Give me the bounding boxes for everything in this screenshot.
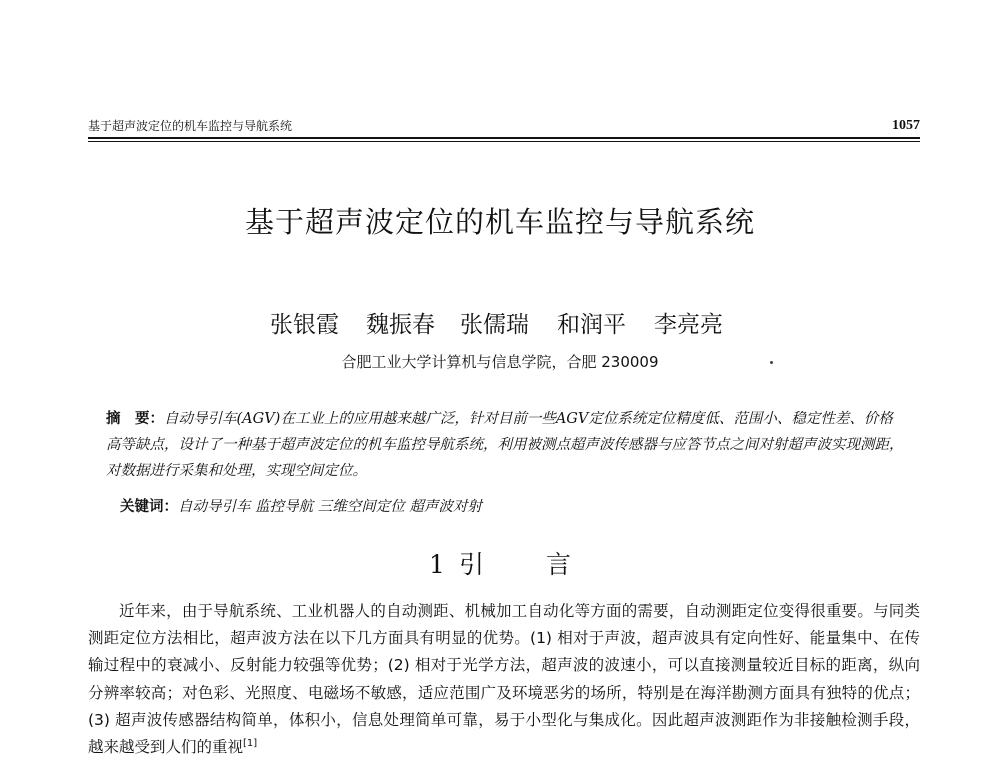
abstract [106, 406, 906, 484]
abstract-text: 自动导引车(AGV)在工业上的应用越来越广泛，针对目前一些AGV定位系统定位精度低、范围小、稳定性差、价格高等缺点，设计了一种基于超声波定位的机车监控导航系统，利用被测点超声波传感器与应答节点之间对射超声波实现测距，对数据进行采集和处理，实现空间定位。 [106, 411, 904, 479]
author-name: 魏振春 [366, 312, 435, 338]
affiliation: 合肥工业大学计算机与信息学院，合肥 230009 [341, 353, 659, 371]
author-name: 张儒瑞 [460, 312, 529, 338]
page-number: 1057 [892, 118, 920, 133]
header-rule-thin [88, 141, 920, 142]
section-heading [0, 545, 1000, 585]
paper-title: 基于超声波定位的机车监控与导航系统 [244, 205, 755, 239]
section-number: 1 [429, 550, 445, 579]
running-title: 基于超声波定位的机车监控与导航系统 [88, 119, 293, 133]
author-name: 张银霞 [270, 312, 339, 338]
header-rule-thick [88, 137, 920, 139]
keywords-label: 关键词： [120, 498, 178, 515]
citation-marker: [1] [243, 737, 258, 749]
body-paragraph [88, 598, 920, 761]
author-name: 李亮亮 [654, 312, 723, 338]
abstract-label: 摘 要： [106, 410, 164, 427]
scan-speck [770, 361, 773, 364]
author-name: 和润平 [557, 312, 626, 338]
running-header [88, 117, 920, 135]
paragraph-text: 近年来，由于导航系统、工业机器人的自动测距、机械加工自动化等方面的需要，自动测距定位变得很重要。与同类测距定位方法相比，超声波方法在以下几方面具有明显的优势。(1) 相对于声波，超声波具有定向性好、能量集中、在传输过程中的衰减小、反射能力较强等优势；(2) 相对于光学方法，超声波的波速小，可以直接测量较近目标的距离，纵向分辨率较高；对色彩、光照度、电磁场不敏感，适应范围广及环境恶劣的场所，特别是在海洋勘测方面具有独特的优点；(3) 超声波传感器结构简单，体积小，信息处理简单可靠，易于小型化与集成化。因此超声波测距作为非接触检测手段，越来越受到人们的重视 [88, 602, 920, 757]
section-title-char: 言 [545, 550, 571, 579]
keywords [120, 494, 900, 520]
author-list [270, 305, 740, 345]
keywords-text: 自动导引车 监控导航 三维空间定位 超声波对射 [178, 499, 482, 515]
section-title-char: 引 [458, 550, 484, 579]
